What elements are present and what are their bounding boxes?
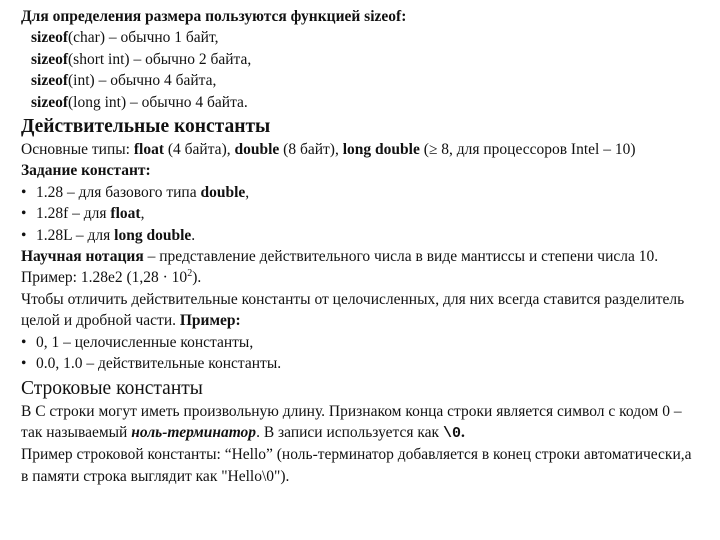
definition-value: 1.28 – для базового типа xyxy=(36,183,201,201)
definition-label: Задание констант: xyxy=(21,162,151,180)
sizeof-item-short xyxy=(21,49,698,70)
string-text: . В записи используется как xyxy=(256,423,443,441)
bullet-icon: • xyxy=(21,183,27,201)
string-text: В С строки могут иметь произвольную длину. Признаком конца строки является символ с кодом 0 – так называемый xyxy=(21,402,682,441)
sizeof-keyword: sizeof xyxy=(31,72,69,90)
definition-type: float xyxy=(110,205,141,223)
real-constants-heading: Действительные константы xyxy=(21,116,271,138)
bullet-icon: • xyxy=(21,205,27,223)
sizeof-keyword: sizeof xyxy=(31,50,69,68)
example-text: 0, 1 – целочисленные константы, xyxy=(36,333,254,351)
basic-types-prefix: Основные типы: xyxy=(21,141,134,159)
separator-paragraph xyxy=(21,289,698,332)
string-paragraph-2: Пример строковой константы: “Hello” (ноль-терминатор добавляется в конец строки автоматически,а в памяти строка выглядит как "Hello\0"). xyxy=(21,446,692,485)
example-item xyxy=(21,353,698,374)
type-double: double xyxy=(234,141,280,159)
sizeof-keyword: sizeof xyxy=(31,93,69,111)
scientific-notation-end: ). xyxy=(192,269,202,287)
definition-value: 1.28L – для xyxy=(36,226,115,244)
separator-text: Чтобы отличить действительные константы от целочисленных, для них всегда ставится разделитель целой и дробной части. xyxy=(21,290,685,330)
scientific-notation-label: Научная нотация xyxy=(21,248,144,266)
null-terminator-term: ноль-терминатор xyxy=(131,423,257,441)
sizeof-arg: (long int) xyxy=(68,93,127,111)
sizeof-arg: (int) xyxy=(68,72,95,90)
sizeof-item-int xyxy=(21,70,698,91)
string-paragraph-1 xyxy=(21,401,698,445)
bullet-icon: • xyxy=(21,226,27,244)
sizeof-desc: – обычно 1 байт, xyxy=(105,29,219,47)
sizeof-desc: – обычно 2 байта, xyxy=(129,50,252,68)
sizeof-intro: Для определения размера пользуются функцией sizeof: xyxy=(21,8,407,25)
sizeof-item-long xyxy=(21,92,698,113)
sizeof-arg: (short int) xyxy=(68,50,130,68)
scientific-notation-text: – представление действительного числа в виде мантиссы и степени числа 10. Пример: 1.28e2 (1,28 · 10 xyxy=(21,248,659,287)
exponent: 2 xyxy=(187,268,193,280)
example-text: 0.0, 1.0 – действительные константы. xyxy=(36,355,282,373)
definition-end: , xyxy=(245,183,250,201)
definition-item xyxy=(21,203,698,224)
definition-value: 1.28f – для xyxy=(36,205,111,223)
sizeof-keyword: sizeof xyxy=(31,29,69,47)
bullet-icon: • xyxy=(21,355,27,373)
string-end: . xyxy=(460,423,465,441)
definition-item xyxy=(21,182,698,203)
type-float-desc: (4 байта), xyxy=(164,141,235,159)
sizeof-arg: (char) xyxy=(68,29,106,47)
type-long-double-desc: (≥ 8, для процессоров Intel – 10) xyxy=(419,141,636,159)
example-label: Пример: xyxy=(179,312,241,330)
sizeof-desc: – обычно 4 байта. xyxy=(126,93,248,111)
null-char-code: \0 xyxy=(442,424,461,442)
example-item xyxy=(21,332,698,353)
definition-item xyxy=(21,225,698,246)
type-double-desc: (8 байт), xyxy=(279,141,343,159)
definition-type: long double xyxy=(114,226,192,244)
scientific-notation-paragraph xyxy=(21,246,698,289)
bullet-icon: • xyxy=(21,333,27,351)
sizeof-item-char xyxy=(21,27,698,48)
basic-types-paragraph xyxy=(21,139,698,160)
type-long-double: long double xyxy=(342,141,420,159)
definition-type: double xyxy=(200,183,246,201)
sizeof-desc: – обычно 4 байта, xyxy=(94,72,217,90)
definition-end: . xyxy=(191,226,196,244)
type-float: float xyxy=(133,141,164,159)
string-constants-heading: Строковые константы xyxy=(21,377,203,399)
definition-end: , xyxy=(140,205,145,223)
